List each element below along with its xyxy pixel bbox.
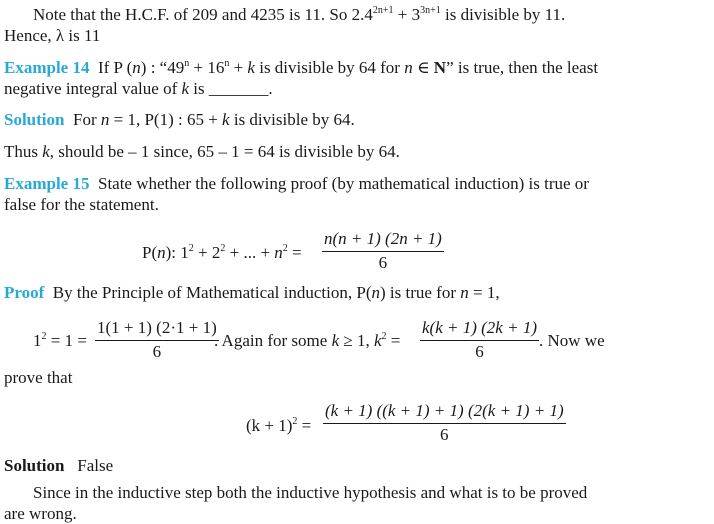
proof-fraction-base [95,318,219,363]
proof-line1: Proof By the Principle of Mathematical induction, P(n) is true for n = 1, [4,283,500,302]
proof-base-numerator: 1(1 + 1) (2·1 + 1) [95,318,219,341]
proof-eq-lhs: $1^2 = 1$ = [33,331,87,350]
example-15-line2: false for the statement. [4,195,159,214]
statement-numerator: n(n + 1) (2n + 1) [322,229,444,252]
example-15-line1: Example 15 State whether the following proof (by mathematical induction) is true or [4,174,589,193]
para-hcf-line1: Note that the H.C.F. of 209 and 4235 is 11. So $2.4^{2n+1} + 3^{3n+1}$ is divisible by 11. [33,5,566,24]
solution-14-line2: Thus k, should be – 1 since, 65 – 1 = 64 is divisible by 64. [4,142,400,161]
example-14-line2: negative integral value of k is _______. [4,79,273,98]
final-numerator: (k + 1) ((k + 1) + 1) (2(k + 1) + 1) [323,401,566,424]
proof-base-denominator: 6 [152,342,162,361]
proof-fraction-k [420,318,539,363]
final-eq-lhs: $(k + 1)^2$ = [246,416,312,435]
final-fraction [323,401,566,446]
proof-eq-end: . Now we [539,331,605,350]
example-15-label: Example 15 [4,174,90,193]
final-denominator: 6 [440,425,449,444]
statement-denominator: 6 [378,253,388,272]
proof-label: Proof [4,283,45,302]
para-hcf-line2: Hence, λ is 11 [4,26,101,45]
solution-14-label: Solution [4,110,65,129]
solution-15-line2: are wrong. [4,504,77,523]
solution-15-answer: False [77,456,114,475]
solution-15-label: Solution [4,456,65,475]
proof-k-numerator: k(k + 1) (2k + 1) [420,318,539,341]
solution-15-line0 [4,456,113,476]
example-14-line1: Example 14 If P (n) : “$49^n + 16^n + k$ is divisible by 64 for n ∈ N” is true, then the least [4,58,599,77]
statement-lhs: P(n): $1^2 + 2^2$ + ... + $n^2$ = [142,243,302,262]
proof-line2: prove that [4,368,73,387]
solution-15-line1: Since in the inductive step both the inductive hypothesis and what is to be proved [33,483,588,502]
solution-14-line1: Solution For n = 1, P(1) : 65 + k is divisible by 64. [4,110,355,129]
statement-fraction [322,229,444,274]
proof-k-denominator: 6 [475,342,484,361]
proof-eq-middle: . Again for some k ≥ 1, $k^2$ = [214,331,401,350]
example-14-label: Example 14 [4,58,90,77]
